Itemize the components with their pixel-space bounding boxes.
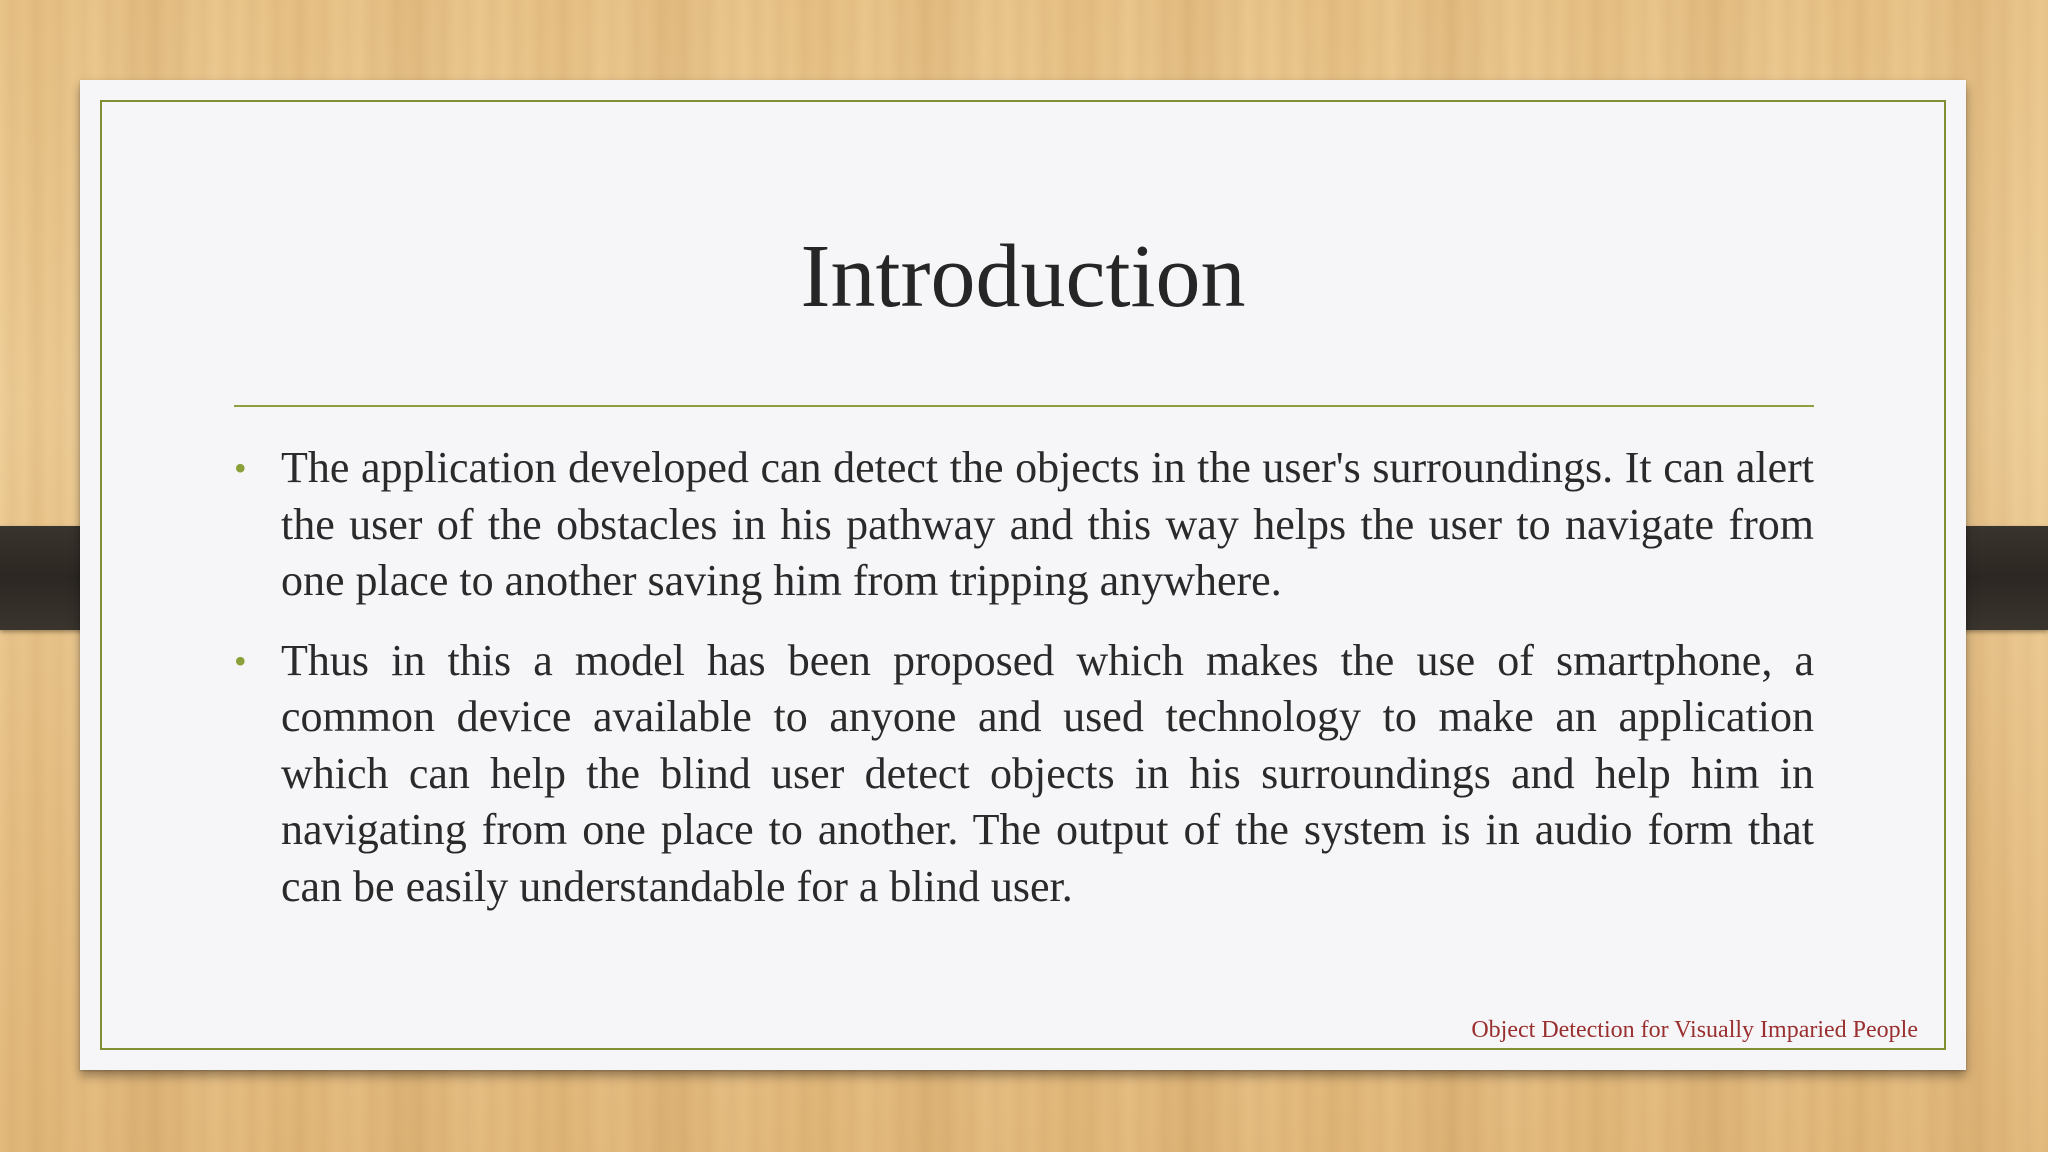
bullet-item (234, 440, 1814, 610)
bullet-text: The application developed can detect the objects in the user's surroundings. It can alert the user of the obstacles in his pathway and this way helps the user to navigate from one place to another saving him from tripping anywhere. (281, 443, 1814, 605)
bullet-item (234, 633, 1814, 916)
bullet-icon: • (234, 640, 247, 681)
slide-body (234, 440, 1814, 938)
title-divider (234, 405, 1814, 407)
slide (80, 80, 1966, 1070)
slide-title: Introduction (800, 227, 1246, 326)
bullet-text: Thus in this a model has been proposed which makes the use of smartphone, a common device available to anyone and used technology to make an application which can help the blind user detect objects in his surroundings and help him in navigating from one place to another. The output of the system is in audio form that can be easily understandable for a blind user. (281, 635, 1814, 911)
bullet-icon: • (234, 448, 247, 488)
slide-footer: Object Detection for Visually Imparied People (1471, 1017, 1918, 1043)
